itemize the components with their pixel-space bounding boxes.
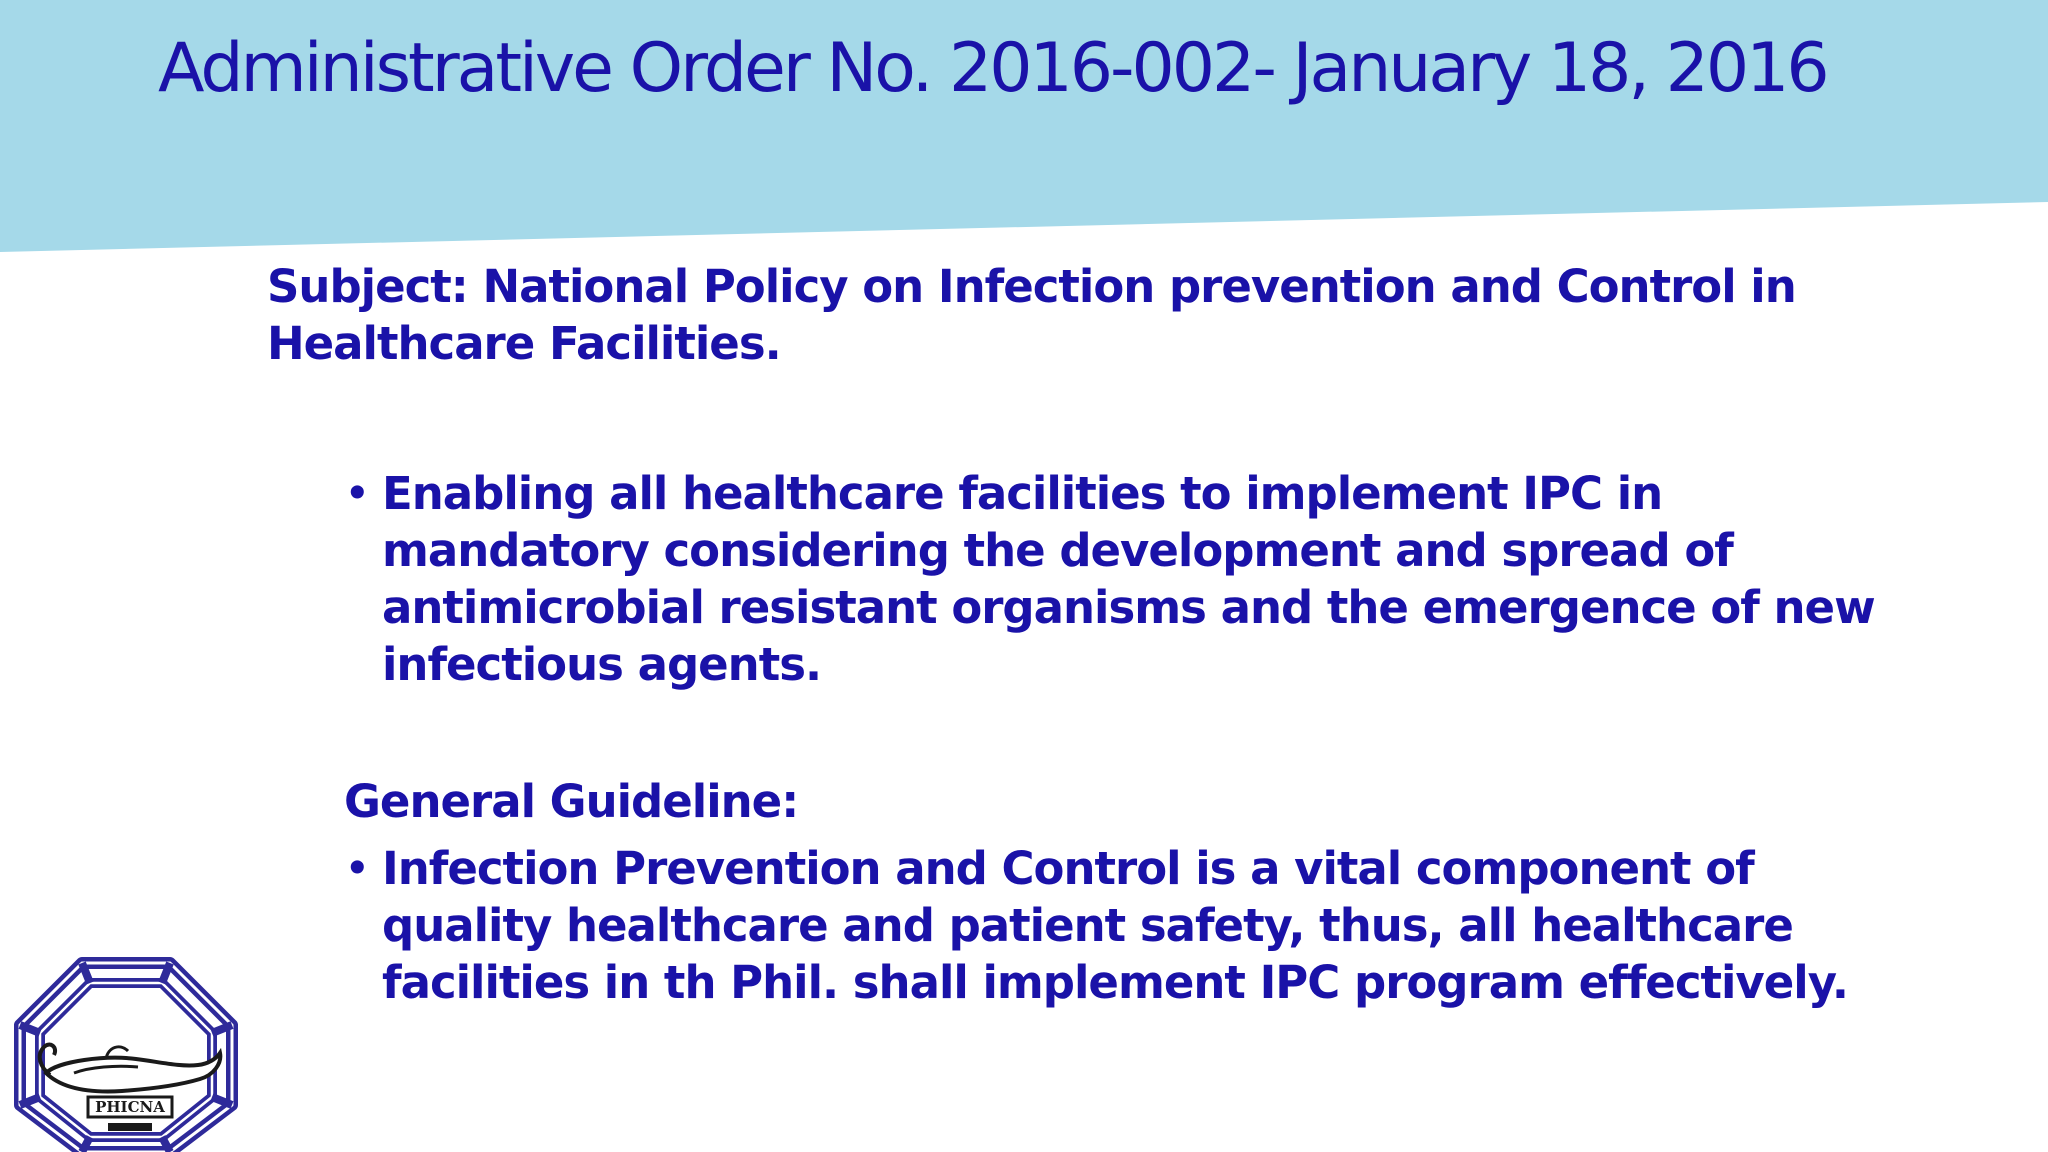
bullet-dot: •	[344, 842, 370, 895]
bullet-dot: •	[344, 467, 370, 520]
bullet-text: Infection Prevention and Control is a vital component of quality healthcare and patient safety, thus, all healthcare facilities in th Phil. shall implement IPC program effectively.	[382, 842, 1849, 1009]
slide-title: Administrative Order No. 2016-002- January 18, 2016	[158, 29, 1827, 108]
bullet-item	[344, 840, 1904, 1011]
bullet-text: Enabling all healthcare facilities to implement IPC in mandatory considering the development and spread of antimicrobial resistant organisms and the emergence of new infectious agents.	[382, 467, 1875, 691]
phicna-lamp-logo-icon	[10, 955, 242, 1152]
lamp-icon	[40, 1045, 221, 1092]
general-guideline-heading: General Guideline:	[344, 775, 799, 828]
logo-text: PHICNA	[95, 1098, 165, 1116]
subject-line: Subject: National Policy on Infection prevention and Control in Healthcare Facilities.	[267, 260, 1796, 370]
bullet-item	[344, 465, 1904, 693]
